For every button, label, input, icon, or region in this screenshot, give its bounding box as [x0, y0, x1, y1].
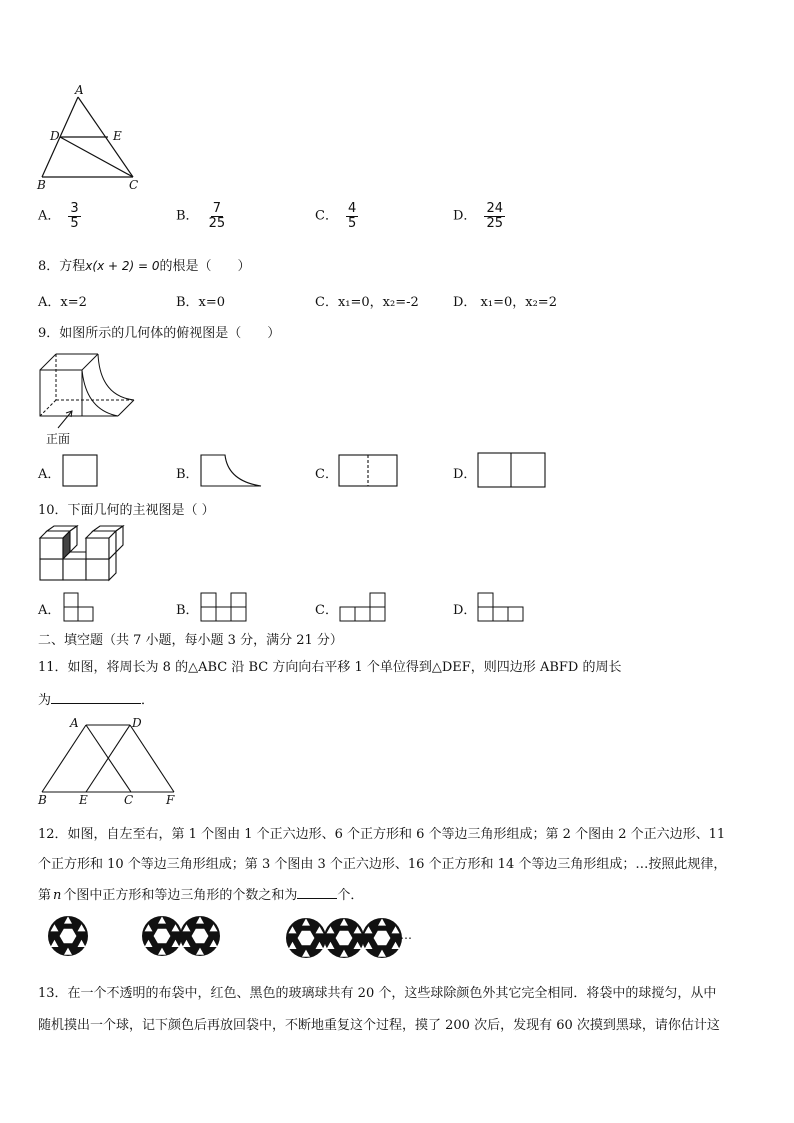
section-heading: 二、填空题（共 7 小题，每小题 3 分，满分 21 分） [38, 633, 343, 648]
pattern-hexagon [59, 928, 77, 944]
q8-option-c[interactable]: C．x₁=0，x₂=-2 [315, 295, 419, 310]
label-a: A [75, 83, 84, 97]
option-letter: A． [38, 208, 61, 224]
q12-prefix: 第 [38, 888, 52, 903]
option-letter: A． [38, 467, 61, 482]
hexagon-chain [48, 916, 88, 956]
option-letter: D． [453, 208, 477, 224]
pattern-hexagon [297, 930, 315, 946]
label-d: D [132, 716, 142, 730]
hexagon-chain [142, 916, 220, 956]
q12-mid: 个图中正方形和等边三角形的个数之和为 [63, 888, 298, 903]
numerator: 7 [212, 201, 221, 216]
option-letter: C． [315, 467, 338, 482]
q8-option-b[interactable]: B．x=0 [176, 295, 226, 310]
option-letter: D． [453, 467, 477, 482]
front-label: 正面 [46, 432, 71, 446]
label-b: B [37, 178, 46, 192]
label-d: D [50, 129, 60, 143]
label-a: A [70, 716, 79, 730]
denominator: 5 [347, 215, 357, 231]
q8-option-d[interactable]: D． x₁=0，x₂=2 [453, 295, 557, 310]
pattern-hexagon [153, 928, 171, 944]
label-e: E [79, 793, 88, 807]
q13-line1: 13．在一个不透明的布袋中，红色、黑色的玻璃球共有 20 个，这些球除颜色外其它完全相同．将袋中的球搅匀，从中 [38, 986, 717, 1001]
q8-suffix: 的根是（ ） [159, 259, 251, 274]
option-letter: C． [315, 603, 338, 618]
pattern-hexagon [335, 930, 353, 946]
q12-line1: 12．如图，自左至右，第 1 个图由 1 个正六边形、6 个正方形和 6 个等边三角形组成；第 2 个图由 2 个正六边形、11 [38, 827, 726, 842]
q13-line2: 随机摸出一个球，记下颜色后再放回袋中，不断地重复这个过程，摸了 200 次后，发现有 60 次摸到黑球，请你估计这 [38, 1018, 720, 1033]
q11-suffix: ． [141, 693, 155, 708]
denominator: 5 [70, 215, 79, 231]
label-e: E [113, 129, 122, 143]
label-c: C [129, 178, 139, 192]
hexagon-chain [286, 918, 402, 958]
q8-equation: x(x + 2) = 0 [85, 259, 160, 273]
label-b: B [38, 793, 47, 807]
numerator: 4 [347, 201, 357, 216]
q8-option-a[interactable]: A．x=2 [38, 295, 87, 310]
label-f: F [166, 793, 175, 807]
q10-stem: 10．下面几何的主视图是（ ） [38, 503, 215, 518]
label-c: C [124, 793, 134, 807]
pattern-hexagon [373, 930, 391, 946]
q9-stem: 9．如图所示的几何体的俯视图是（ ） [38, 326, 281, 341]
denominator: 25 [208, 215, 226, 231]
option-letter: A． [38, 603, 61, 618]
numerator: 3 [70, 201, 79, 216]
option-letter: D． [453, 603, 477, 618]
q12-n: n [53, 888, 62, 903]
q11-prefix: 为 [38, 693, 52, 708]
q12-line2: 个正方形和 10 个等边三角形组成；第 3 个图由 3 个正六边形、16 个正方形和 14 个等边三角形组成；…按照此规律， [38, 857, 727, 872]
numerator: 24 [486, 201, 503, 216]
q12-suffix: 个． [337, 888, 364, 903]
option-letter: C． [315, 208, 338, 224]
denominator: 25 [486, 215, 503, 231]
option-letter: B． [176, 467, 199, 482]
option-letter: B． [176, 603, 199, 618]
pattern-ellipsis: … [400, 928, 412, 942]
q11-line1: 11．如图，将周长为 8 的△ABC 沿 BC 方向向右平移 1 个单位得到△DEF，则四边形 ABFD 的周长 [38, 660, 622, 675]
pattern-hexagon [191, 928, 209, 944]
q8-prefix: 8．方程 [38, 259, 86, 274]
option-letter: B． [176, 208, 199, 224]
